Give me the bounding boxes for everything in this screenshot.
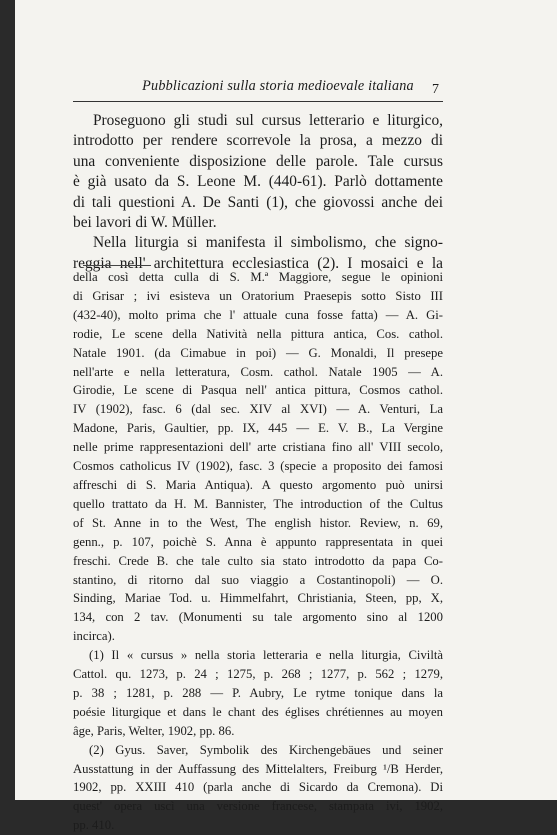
footnote-line: rodie, Le scene della Natività nella pittura antica, Cos. cathol. bbox=[73, 326, 443, 341]
header-rule bbox=[73, 101, 443, 102]
footnote-line: p. 38 ; 1281, p. 288 — P. Aubry, Le rytme tonique dans la bbox=[73, 685, 443, 700]
footnote-line: della così detta culla di S. M.ª Maggiore, segue le opinioni bbox=[73, 270, 443, 284]
body-line: Proseguono gli studi sul cursus letterario e liturgico, bbox=[93, 112, 443, 129]
main-text bbox=[73, 111, 443, 274]
footnote-line: affreschi di S. Maria Antiqua). A questo argomento può unirsi bbox=[73, 477, 443, 492]
footnote-line: nell'arte e nella letteratura, Cosm. cathol. Natale 1905 — A. bbox=[73, 364, 443, 379]
footnote-rule bbox=[83, 265, 151, 266]
footnote-line: incirca). bbox=[73, 629, 115, 644]
body-line: è già usato da S. Leone M. (440-61). Parlò dottamente bbox=[73, 173, 443, 191]
body-line: di tali questioni A. De Santi (1), che giovossi anche dei bbox=[73, 193, 443, 211]
footnote-line: Sinding, Mariae Tod. u. Himmelfahrt, Christiania, Steen, pp, X, bbox=[73, 591, 443, 606]
footnote-line: (2) Gyus. Saver, Symbolik des Kirchengebäues und seiner bbox=[89, 742, 443, 757]
footnote-line: Girodie, Le scene di Pasqua nell' antica pittura, Cosmos cathol. bbox=[73, 383, 443, 398]
footnote-line: pp. 410. bbox=[73, 818, 115, 833]
footnote-line: Ausstattung in der Auffassung des Mittelalters, Freiburg ¹/B Herder, bbox=[73, 761, 443, 776]
page-number: 7 bbox=[432, 82, 439, 97]
footnote-line: IV (1902), fasc. 6 (dal sec. XIV al XVI) — A. Venturi, La bbox=[73, 402, 443, 417]
footnote-line: quello trattato da H. M. Bannister, The introduction of the Cultus bbox=[73, 496, 443, 511]
footnote-line: poésie liturgique et dans le chant des églises chrétiennes au moyen bbox=[73, 704, 443, 719]
body-line: reggia nell' architettura ecclesiastica (2). I mosaici e la bbox=[73, 254, 443, 272]
footnote-line: nelle prime rappresentazioni dell' arte cristiana fino all' VIII secolo, bbox=[73, 440, 443, 455]
footnote-line: genn., p. 107, poichè S. Anna è appunto rappresentata in quei bbox=[73, 534, 443, 549]
body-line: una conveniente disposizione delle parole. Tale cursus bbox=[73, 152, 443, 170]
footnote-line: stantino, di ritorno dal suo viaggio a Costantinopoli) — O. bbox=[73, 572, 443, 587]
footnote-line: Cosmos catholicus IV (1902), fasc. 3 (specie a proposito dei famosi bbox=[73, 459, 443, 474]
footnotes bbox=[73, 268, 443, 835]
footnote-line: freschi. Crede B. che tale culto sia stato introdotto da papa Co- bbox=[73, 553, 443, 568]
footnote-line: Cattol. qu. 1273, p. 24 ; 1275, p. 268 ; 1277, p. 562 ; 1279, bbox=[73, 667, 443, 682]
footnote-line: 134, con 2 tav. (Monumenti su tale argomento sino al 1200 bbox=[73, 610, 443, 625]
footnote-line: quest' opera uscì una versione francese, stampata ivi, 1902, bbox=[73, 799, 443, 814]
footnote-line: Natale 1901. (da Cimabue in poi) — G. Monaldi, Il presepe bbox=[73, 345, 443, 360]
footnote-line: âge, Paris, Welter, 1902, pp. 86. bbox=[73, 723, 235, 738]
running-title: Pubblicazioni sulla storia medioevale italiana bbox=[142, 78, 414, 94]
body-line: bei lavori di W. Müller. bbox=[73, 214, 217, 232]
footnote-line: di Grisar ; ivi esisteva un Oratorium Praesepis sotto Sisto III bbox=[73, 288, 443, 303]
footnote-line: (1) Il « cursus » nella storia letteraria e nella liturgia, Civiltà bbox=[89, 648, 443, 663]
footnote-line: 1902, pp. XXIII 410 (parla anche di Sicardo da Cremona). Di bbox=[73, 780, 443, 795]
footnote-line: (432-40), molto prima che l' attuale cuna fosse fatta) — A. Gi- bbox=[73, 307, 443, 322]
footnote-line: of St. Anne in to the West, The english histor. Review, n. 69, bbox=[73, 515, 443, 530]
footnote-line: Madone, Paris, Gaultier, pp. IX, 445 — E. V. B., La Vergine bbox=[73, 421, 443, 436]
book-page bbox=[15, 0, 557, 833]
body-line: introdotto per rendere scorrevole la prosa, a mezzo di bbox=[73, 132, 443, 150]
body-line: Nella liturgia si manifesta il simbolismo, che signo- bbox=[93, 234, 443, 252]
